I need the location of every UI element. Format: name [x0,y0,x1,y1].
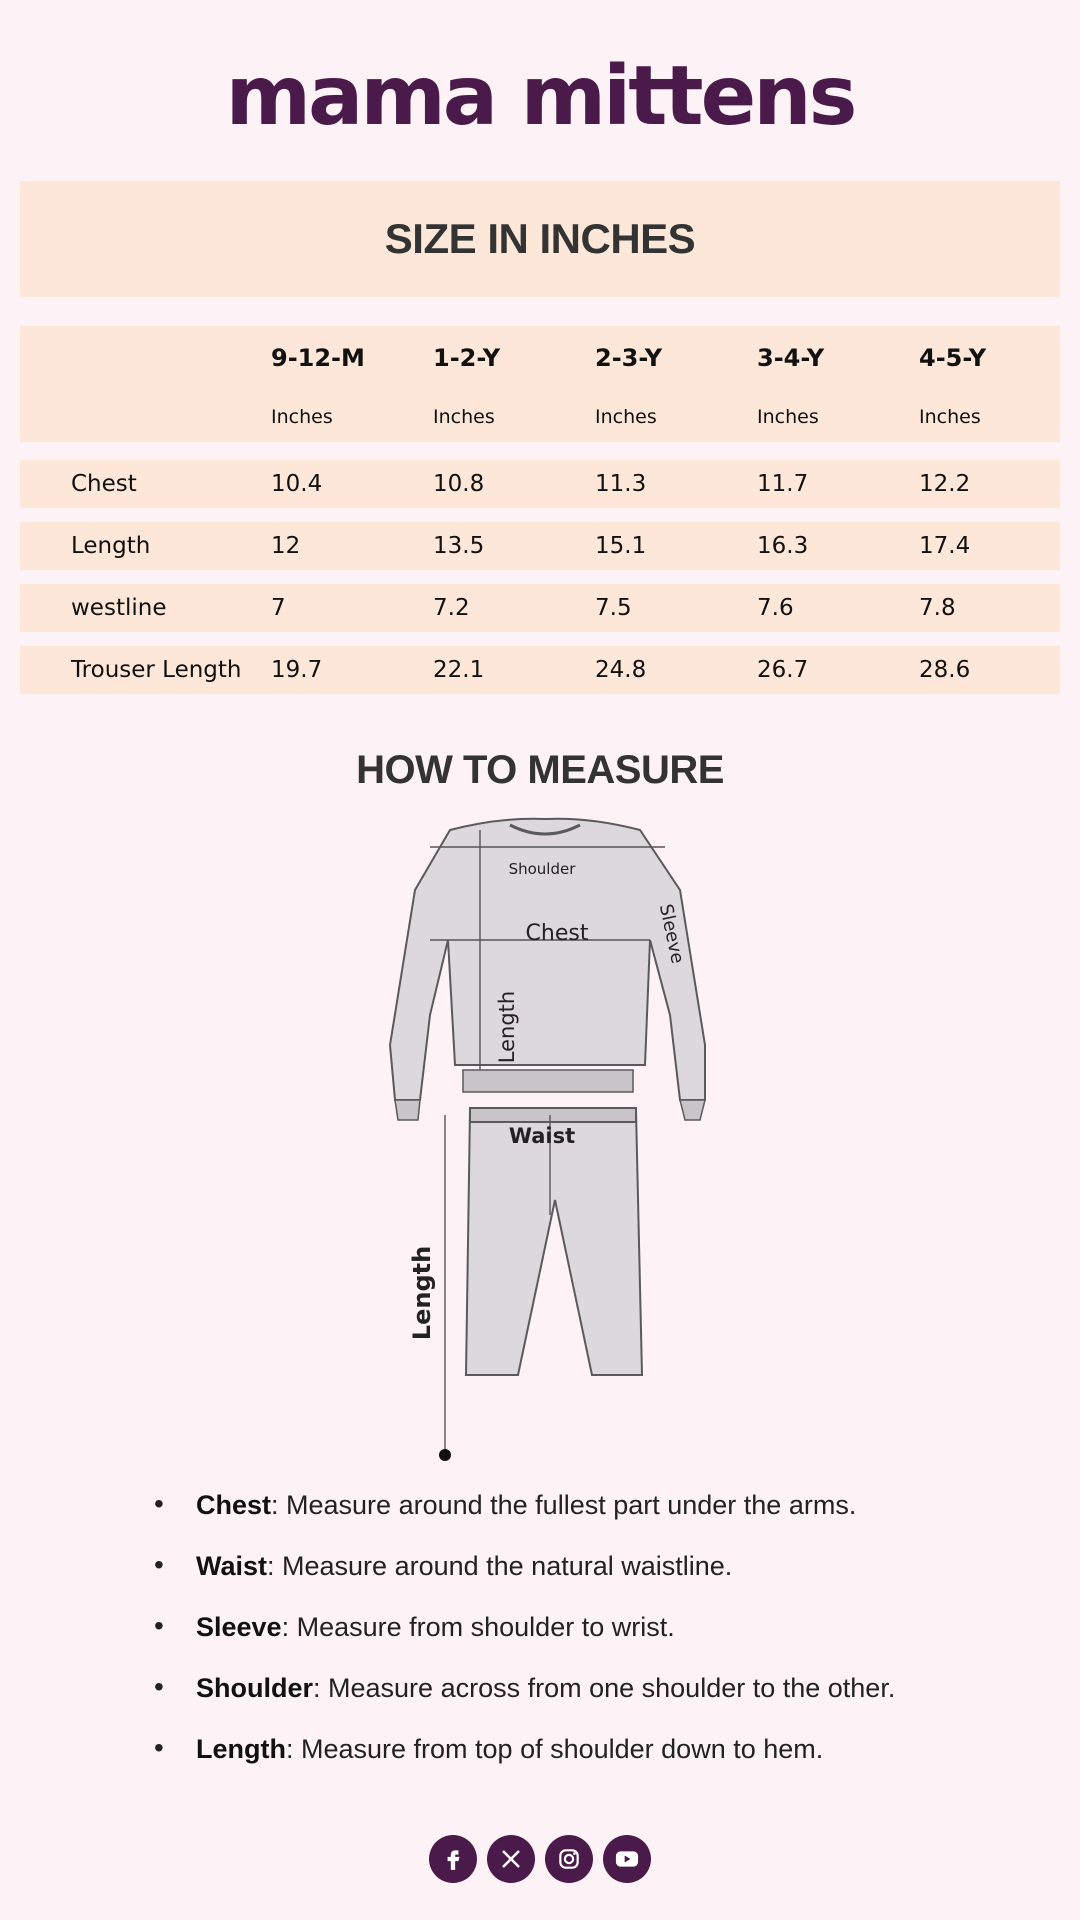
table-cell: 11.3 [595,471,647,497]
table-cell: 12.2 [919,471,971,497]
row-label: westline [71,595,167,621]
list-item [150,1673,895,1734]
row-label: Trouser Length [71,657,242,683]
table-cell: 12 [271,533,301,559]
bullet-icon: • [154,1549,164,1580]
table-cell: 7.5 [595,595,632,621]
table-cell: 13.5 [433,533,485,559]
row-label: Length [71,533,151,559]
tip-term: Sleeve [196,1612,282,1642]
sleeve-label: Sleeve [654,902,688,966]
unit-label: Inches [433,406,495,428]
instagram-icon[interactable] [545,1835,593,1883]
page-title: SIZE IN INCHES [384,215,696,262]
youtube-icon[interactable] [603,1835,651,1883]
table-cell: 7 [271,595,286,621]
list-item [150,1612,895,1673]
unit-label: Inches [595,406,657,428]
table-cell: 28.6 [919,657,971,683]
tip-text: : Measure from top of shoulder down to hem. [285,1734,824,1764]
table-cell: 17.4 [919,533,971,559]
list-item [150,1490,895,1551]
table-row [20,522,1060,570]
size-header: 9-12-M [271,344,365,372]
table-cell: 26.7 [757,657,809,683]
table-row [20,584,1060,632]
tip-term: Length [196,1734,286,1764]
bullet-icon: • [154,1671,164,1702]
size-header: 2-3-Y [595,344,663,372]
table-cell: 15.1 [595,533,647,559]
tip-text: : Measure around the natural waistline. [267,1551,733,1581]
measurement-diagram [370,815,720,1470]
tip-text: : Measure across from one shoulder to the other. [313,1673,896,1703]
tip-term: Chest [196,1490,272,1520]
unit-label: Inches [757,406,819,428]
table-cell: 10.4 [271,471,323,497]
row-label: Chest [71,471,137,497]
table-cell: 22.1 [433,657,485,683]
bullet-icon: • [154,1488,164,1519]
unit-label: Inches [919,406,981,428]
top-length-label: Length [495,990,519,1064]
list-item [150,1551,895,1612]
size-table [20,326,1060,694]
social-links [0,1835,1080,1883]
length-endpoint [439,1449,451,1461]
table-row [20,646,1060,694]
table-cell: 19.7 [271,657,323,683]
x-icon[interactable] [487,1835,535,1883]
table-header-row [20,326,1060,442]
measurement-tips [150,1490,895,1795]
chest-label: Chest [525,921,589,946]
how-to-measure-heading: HOW TO MEASURE [356,748,724,792]
table-row [20,460,1060,508]
table-cell: 7.6 [757,595,794,621]
table-cell: 24.8 [595,657,647,683]
shirt-hem [463,1070,633,1092]
shoulder-label: Shoulder [508,860,576,878]
table-cell: 16.3 [757,533,809,559]
bullet-icon: • [154,1732,164,1763]
list-item [150,1734,895,1795]
brand-logo: mama mittens [225,49,855,144]
waist-label: Waist [508,1124,576,1148]
tip-text: : Measure from shoulder to wrist. [281,1612,675,1642]
right-cuff [680,1100,705,1120]
table-cell: 11.7 [757,471,809,497]
tip-term: Waist [196,1551,268,1581]
table-cell: 7.2 [433,595,470,621]
size-header: 4-5-Y [919,344,987,372]
unit-label: Inches [271,406,333,428]
size-header: 1-2-Y [433,344,501,372]
tip-text: : Measure around the fullest part under the arms. [271,1490,857,1520]
trouser-length-label: Length [408,1245,436,1341]
left-cuff [395,1100,420,1120]
table-cell: 7.8 [919,595,956,621]
size-header: 3-4-Y [757,344,825,372]
facebook-icon[interactable] [429,1835,477,1883]
table-cell: 10.8 [433,471,485,497]
tip-term: Shoulder [196,1673,314,1703]
bullet-icon: • [154,1610,164,1641]
trousers-illustration [466,1108,642,1375]
title-band [20,181,1060,297]
